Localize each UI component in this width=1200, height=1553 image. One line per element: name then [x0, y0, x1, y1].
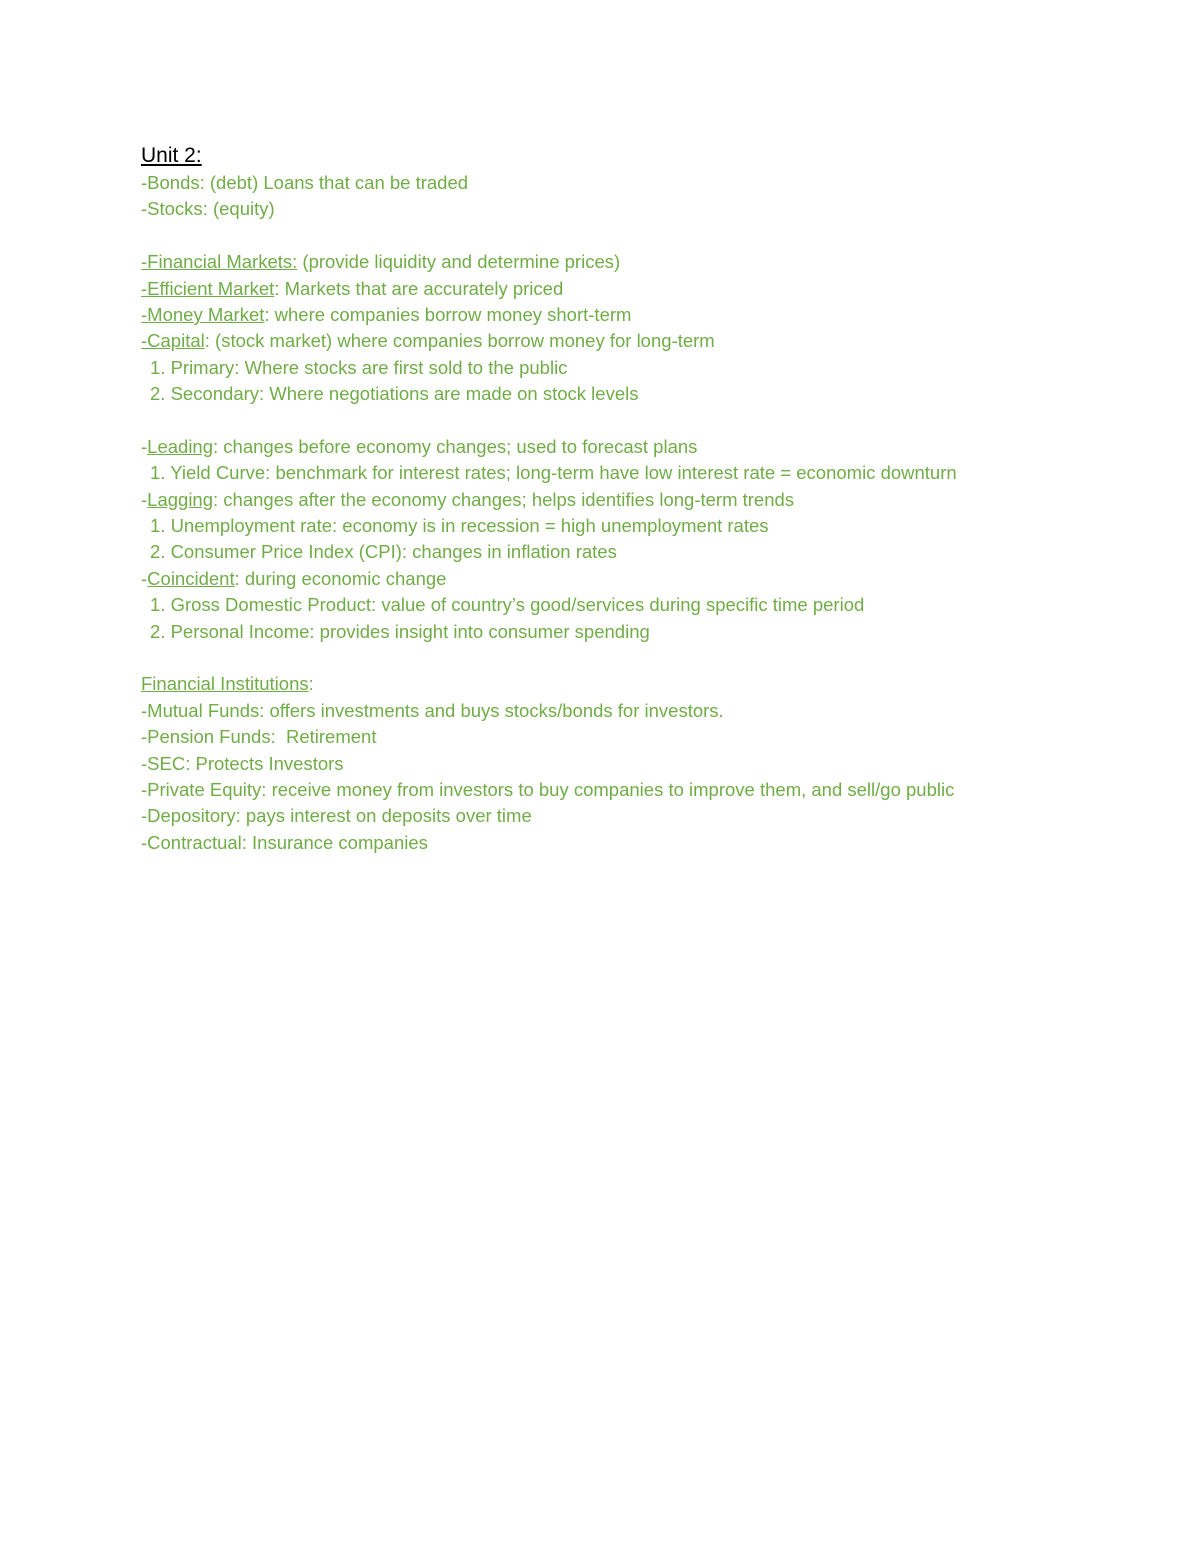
note-line-sec: -SEC: Protects Investors [141, 752, 344, 774]
term-financial-markets: -Financial Markets: [141, 251, 298, 273]
note-line-depository: -Depository: pays interest on deposits over time [141, 805, 532, 827]
note-line-bonds: -Bonds: (debt) Loans that can be traded [141, 172, 469, 193]
note-line-efficient-market [141, 276, 1141, 302]
list-item-secondary: 2. Secondary: Where negotiations are made on stock levels [150, 383, 639, 405]
dash: - [141, 488, 148, 510]
term-leading: Leading [147, 435, 214, 457]
colon: : [308, 673, 314, 695]
note-line-pension-funds: -Pension Funds: Retirement [141, 726, 377, 748]
list-item-personal-income: 2. Personal Income: provides insight into consumer spending [150, 620, 650, 642]
blank-line [141, 645, 1141, 671]
note-line-financial-markets [141, 249, 1141, 275]
definition-financial-markets: (provide liquidity and determine prices) [297, 251, 621, 273]
blank-line [141, 408, 1141, 434]
note-line-private-equity: -Private Equity: receive money from investors to buy companies to improve them, and sell/go public [141, 778, 955, 800]
list-item-unemployment: 1. Unemployment rate: economy is in recession = high unemployment rates [150, 515, 769, 537]
definition-lagging: : changes after the economy changes; helps identifies long-term trends [213, 488, 795, 510]
definition-coincident: : during economic change [234, 567, 447, 589]
section-heading-financial-institutions [141, 671, 1141, 697]
definition-efficient-market: : Markets that are accurately priced [274, 277, 564, 299]
term-financial-institutions: Financial Institutions [141, 673, 309, 695]
note-line-mutual-funds: -Mutual Funds: offers investments and buys stocks/bonds for investors. [141, 699, 724, 721]
note-line-lagging [141, 487, 1141, 513]
list-item-primary: 1. Primary: Where stocks are first sold to the public [150, 356, 568, 378]
term-money-market: -Money Market [141, 303, 265, 325]
dash: - [141, 567, 148, 589]
note-line-stocks: -Stocks: (equity) [141, 198, 275, 220]
list-item-yield-curve: 1. Yield Curve: benchmark for interest rates; long-term have low interest rate = economic downturn [150, 462, 957, 484]
list-item-gdp: 1. Gross Domestic Product: value of country’s good/services during specific time period [150, 594, 865, 616]
definition-capital: : (stock market) where companies borrow money for long-term [204, 330, 715, 352]
note-line-money-market [141, 302, 1141, 328]
dash: - [141, 435, 148, 457]
definition-leading: : changes before economy changes; used to forecast plans [213, 435, 698, 457]
term-efficient-market: -Efficient Market [141, 277, 275, 299]
blank-line [141, 223, 1141, 249]
note-line-contractual: -Contractual: Insurance companies [141, 831, 428, 853]
term-coincident: Coincident [147, 567, 235, 589]
list-item-cpi: 2. Consumer Price Index (CPI): changes in inflation rates [150, 541, 617, 563]
term-lagging: Lagging [147, 488, 214, 510]
note-line-capital [141, 328, 1141, 354]
notes-content [141, 142, 1141, 856]
page-title: Unit 2: [141, 144, 202, 167]
note-line-coincident [141, 566, 1141, 592]
definition-money-market: : where companies borrow money short-term [264, 303, 632, 325]
note-line-leading [141, 434, 1141, 460]
term-capital: -Capital [141, 330, 205, 352]
